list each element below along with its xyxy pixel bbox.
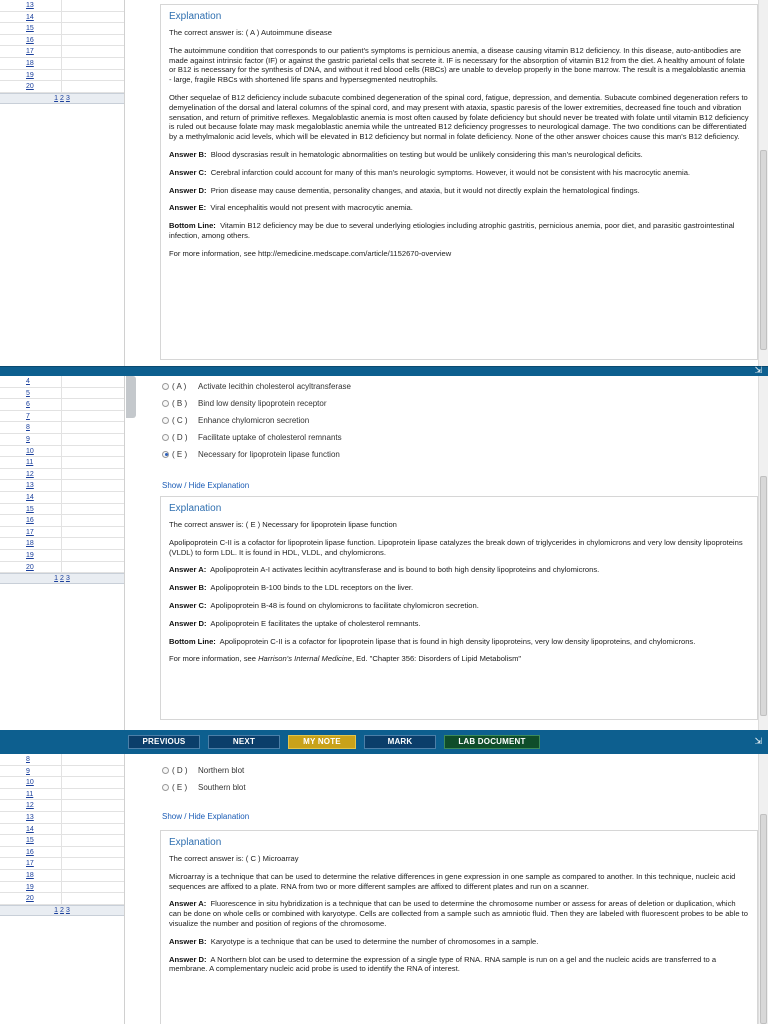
question-content bbox=[126, 0, 758, 368]
answer-choice[interactable] bbox=[162, 414, 309, 426]
question-number-link[interactable]: 6 bbox=[0, 399, 62, 411]
answer-b-explanation: Answer B: Blood dyscrasias result in hematologic abnormalities on testing but would be unlikely considering this man's neurological deficits. bbox=[169, 149, 643, 159]
question-number-item[interactable] bbox=[0, 46, 124, 58]
next-button[interactable]: NEXT bbox=[208, 735, 280, 749]
correct-answer-text: The correct answer is: ( E ) Necessary for lipoprotein lipase function bbox=[169, 520, 397, 529]
explanation-panel-1 bbox=[0, 0, 768, 368]
explanation-box bbox=[160, 496, 758, 720]
show-hide-explanation-link[interactable]: Show / Hide Explanation bbox=[162, 481, 250, 490]
answer-b-explanation: Answer B: Karyotype is a technique that can be used to determine the number of chromosomes in a sample. bbox=[169, 936, 539, 946]
question-number-item[interactable] bbox=[0, 0, 124, 12]
question-number-item[interactable] bbox=[0, 434, 124, 446]
question-number-item[interactable] bbox=[0, 422, 124, 434]
choice-text: Facilitate uptake of cholesterol remnants bbox=[198, 432, 342, 442]
explanation-paragraph: Microarray is a technique that can be used to determine the relative differences in gene expression in one sample as compared to another. In this technique, nucleic acid sequences are affixed to a plate. RNA from two or more different samples are affixed to different plates and run on a scanner. bbox=[169, 871, 736, 891]
scrollbar-thumb[interactable] bbox=[760, 150, 767, 350]
question-list-sidebar bbox=[0, 376, 125, 730]
question-number-item[interactable] bbox=[0, 777, 124, 789]
choice-text: Activate lecithin cholesterol acyltransferase bbox=[198, 381, 351, 391]
resize-grip-icon[interactable]: ⇲ bbox=[754, 736, 762, 746]
question-number-link[interactable]: 15 bbox=[0, 504, 62, 516]
question-number-item[interactable] bbox=[0, 399, 124, 411]
question-number-link[interactable]: 16 bbox=[0, 847, 62, 859]
question-number-link[interactable]: 14 bbox=[0, 12, 62, 24]
question-number-item[interactable] bbox=[0, 492, 124, 504]
question-number-item[interactable] bbox=[0, 480, 124, 492]
correct-answer-text: The correct answer is: ( A ) Autoimmune disease bbox=[169, 28, 332, 37]
explanation-panel-3 bbox=[0, 754, 768, 1024]
question-number-link[interactable]: 18 bbox=[0, 870, 62, 882]
answer-choice[interactable] bbox=[162, 397, 327, 409]
page-link[interactable]: 3 bbox=[65, 575, 70, 583]
page-link[interactable]: 2 bbox=[60, 94, 64, 102]
answer-choice[interactable] bbox=[162, 448, 340, 460]
choice-letter: ( C ) bbox=[172, 415, 188, 425]
explanation-box bbox=[160, 830, 758, 1024]
question-number-item[interactable] bbox=[0, 562, 124, 574]
choice-letter: ( B ) bbox=[172, 398, 188, 408]
choice-letter: ( E ) bbox=[172, 782, 188, 792]
question-number-item[interactable] bbox=[0, 388, 124, 400]
page-link[interactable]: 2 bbox=[60, 906, 64, 914]
vertical-scrollbar[interactable] bbox=[758, 376, 768, 730]
page-link[interactable]: 3 bbox=[65, 906, 70, 914]
question-number-item[interactable] bbox=[0, 893, 124, 905]
previous-button[interactable]: PREVIOUS bbox=[128, 735, 200, 749]
question-number-link[interactable]: 4 bbox=[0, 376, 62, 388]
question-number-link[interactable]: 17 bbox=[0, 527, 62, 539]
question-number-item[interactable] bbox=[0, 800, 124, 812]
question-pager bbox=[0, 905, 124, 916]
question-number-link[interactable]: 20 bbox=[0, 81, 62, 93]
answer-d-explanation: Answer D: Apolipoprotein E facilitates the uptake of cholesterol remnants. bbox=[169, 618, 421, 628]
question-number-item[interactable] bbox=[0, 882, 124, 894]
choice-letter: ( A ) bbox=[172, 381, 187, 391]
answer-c-explanation: Answer C: Cerebral infarction could account for many of this man's neurologic symptoms. However, it would not be consistent with his macrocytic anemia. bbox=[169, 167, 691, 177]
question-number-link[interactable]: 15 bbox=[0, 835, 62, 847]
choice-text: Necessary for lipoprotein lipase function bbox=[198, 449, 340, 459]
radio-button[interactable] bbox=[162, 417, 169, 424]
choice-letter: ( E ) bbox=[172, 449, 188, 459]
scrollbar-thumb[interactable] bbox=[760, 814, 767, 1024]
question-number-link[interactable]: 13 bbox=[0, 480, 62, 492]
bottom-line: Bottom Line: Apolipoprotein C-II is a cofactor for lipoprotein lipase that is found in high density lipoproteins, very low density lipoproteins, and chylomicrons. bbox=[169, 636, 696, 646]
radio-button[interactable] bbox=[162, 400, 169, 407]
question-number-list bbox=[0, 376, 124, 573]
question-number-link[interactable]: 19 bbox=[0, 70, 62, 82]
explanation-paragraph: Apolipoprotein C-II is a cofactor for lipoprotein lipase function. Lipoprotein lipase catalyzes the break down of triglycerides in chylomicrons and very low density lipoproteins (VLDL) to form LDL. It is found in HDL, VLDL, and chylomicrons. bbox=[169, 537, 743, 557]
answer-d-explanation: Answer D: A Northern blot can be used to determine the expression of a single type of RNA. RNA sample is run on a gel and the nucleic acids are transferred to a membrane. A complementary nucleic acid probe is used to identify the RNA of interest. bbox=[169, 954, 717, 974]
question-number-item[interactable] bbox=[0, 847, 124, 859]
question-number-link[interactable]: 12 bbox=[0, 800, 62, 812]
question-number-item[interactable] bbox=[0, 70, 124, 82]
question-content bbox=[126, 376, 758, 730]
mark-button[interactable]: MARK bbox=[364, 735, 436, 749]
question-number-item[interactable] bbox=[0, 754, 124, 766]
show-hide-explanation-link[interactable]: Show / Hide Explanation bbox=[162, 812, 250, 821]
question-number-link[interactable]: 14 bbox=[0, 492, 62, 504]
question-number-item[interactable] bbox=[0, 789, 124, 801]
question-number-item[interactable] bbox=[0, 824, 124, 836]
choice-text: Enhance chylomicron secretion bbox=[198, 415, 310, 425]
question-number-link[interactable]: 19 bbox=[0, 550, 62, 562]
question-number-item[interactable] bbox=[0, 35, 124, 47]
more-info-link[interactable]: For more information, see http://emedicine.medscape.com/article/1152670-overview bbox=[169, 248, 452, 258]
question-number-item[interactable] bbox=[0, 446, 124, 458]
answer-c-explanation: Answer C: Apolipoprotein B-48 is found on chylomicrons to facilitate chylomicron secretion. bbox=[169, 600, 479, 610]
question-number-link[interactable]: 19 bbox=[0, 882, 62, 894]
page-link[interactable]: 3 bbox=[65, 94, 70, 102]
question-number-item[interactable] bbox=[0, 858, 124, 870]
correct-answer-text: The correct answer is: ( C ) Microarray bbox=[169, 854, 299, 863]
page-link[interactable]: 1 bbox=[54, 575, 59, 583]
question-number-item[interactable] bbox=[0, 835, 124, 847]
question-number-link[interactable]: 7 bbox=[0, 411, 62, 423]
answer-choice[interactable] bbox=[162, 764, 244, 776]
answer-choice[interactable] bbox=[162, 781, 246, 793]
question-number-link[interactable]: 18 bbox=[0, 58, 62, 70]
explanation-title: Explanation bbox=[169, 503, 222, 514]
question-number-link[interactable]: 15 bbox=[0, 23, 62, 35]
question-number-link[interactable]: 20 bbox=[0, 562, 62, 574]
explanation-title: Explanation bbox=[169, 837, 222, 848]
question-number-link[interactable]: 8 bbox=[0, 422, 62, 434]
question-pager bbox=[0, 573, 124, 584]
question-number-link[interactable]: 13 bbox=[0, 812, 62, 824]
question-number-link[interactable]: 5 bbox=[0, 388, 62, 400]
question-pager bbox=[0, 93, 124, 104]
question-number-link[interactable]: 16 bbox=[0, 515, 62, 527]
question-number-list bbox=[0, 754, 124, 905]
vertical-scrollbar[interactable] bbox=[758, 0, 768, 368]
question-list-sidebar bbox=[0, 754, 125, 1024]
my-note-button[interactable]: MY NOTE bbox=[288, 735, 356, 749]
lab-document-button[interactable]: LAB DOCUMENT bbox=[444, 735, 540, 749]
question-number-item[interactable] bbox=[0, 411, 124, 423]
explanation-paragraph: Other sequelae of B12 deficiency include subacute combined degeneration of the spinal cord, fatigue, depression, and dementia. Subacute combined degeneration refers to demyelination of the dorsal and lateral columns of the spinal cord, and may present with ataxia, spastic paresis of the lower extremities, decreased fine touch and vibration sensation, and return of primitive reflexes. Megaloblastic anemia is most often caused by folate deficiency but should never be treated with folate until vitamin B12 deficiency is ruled out because folate may mask megaloblastic anemia while the untreated B12 deficiency progresses to neurological damage. The two conditions can be differentiated by a methylmalonic acid levels, which will be elevated in B12 deficiency but normal in folate deficiency. None of the other answer choices cause this man's B12 deficiency. bbox=[169, 92, 749, 142]
question-number-item[interactable] bbox=[0, 12, 124, 24]
bottom-line: Bottom Line: Vitamin B12 deficiency may be due to several underlying etiologies including atrophic gastritis, pernicious anemia, poor diet, and parasitic gastrointestinal infection, among others. bbox=[169, 221, 735, 240]
panel-divider-bar bbox=[0, 366, 768, 376]
question-number-item[interactable] bbox=[0, 504, 124, 516]
answer-choice[interactable] bbox=[162, 431, 342, 443]
question-number-link[interactable]: 18 bbox=[0, 538, 62, 550]
question-number-link[interactable]: 8 bbox=[0, 754, 62, 766]
radio-button[interactable] bbox=[162, 383, 169, 390]
question-number-link[interactable]: 17 bbox=[0, 46, 62, 58]
question-number-item[interactable] bbox=[0, 58, 124, 70]
radio-button[interactable] bbox=[162, 451, 169, 458]
question-number-link[interactable]: 10 bbox=[0, 446, 62, 458]
explanation-panel-2 bbox=[0, 376, 768, 730]
question-number-link[interactable]: 17 bbox=[0, 858, 62, 870]
question-number-link[interactable]: 9 bbox=[0, 434, 62, 446]
question-number-link[interactable]: 16 bbox=[0, 35, 62, 47]
page-link[interactable]: 1 bbox=[54, 906, 59, 914]
bottom-navigation-bar bbox=[0, 730, 768, 754]
resize-grip-icon[interactable]: ⇲ bbox=[754, 365, 762, 375]
choice-letter: ( D ) bbox=[172, 765, 188, 775]
question-content bbox=[126, 754, 758, 1024]
question-list-sidebar bbox=[0, 0, 125, 368]
question-number-link[interactable]: 9 bbox=[0, 766, 62, 778]
page-link[interactable]: 2 bbox=[60, 575, 64, 583]
question-number-link[interactable]: 14 bbox=[0, 824, 62, 836]
radio-button[interactable] bbox=[162, 434, 169, 441]
explanation-paragraph: The autoimmune condition that corresponds to our patient's symptoms is pernicious anemia, a disease causing vitamin B12 deficiency. In this disease, auto-antibodies are made against intrinsic factor (IF) or against the gastric parietal cells that secrete it. IF is necessary for the absorption of vitamin B12 from the diet. A healthy amount of folate or B12 is necessary for the synthesis of DNA, and without it red blood cells (RBCs) are unable to develop properly in the bone marrow. The result is a megaloblastic anemia - large, fragile RBCs with shortened life spans and hypersegmented neutrophils. bbox=[169, 45, 746, 85]
question-number-list bbox=[0, 0, 124, 93]
question-number-item[interactable] bbox=[0, 376, 124, 388]
question-number-item[interactable] bbox=[0, 81, 124, 93]
question-number-item[interactable] bbox=[0, 457, 124, 469]
question-number-link[interactable]: 13 bbox=[0, 0, 62, 12]
question-number-item[interactable] bbox=[0, 469, 124, 481]
more-info-text: For more information, see Harrison's Internal Medicine, Ed. "Chapter 356: Disorders of Lipid Metabolism" bbox=[169, 654, 522, 664]
vertical-scrollbar[interactable] bbox=[758, 754, 768, 1024]
explanation-title: Explanation bbox=[169, 11, 222, 22]
question-number-item[interactable] bbox=[0, 23, 124, 35]
question-number-link[interactable]: 10 bbox=[0, 777, 62, 789]
question-number-item[interactable] bbox=[0, 515, 124, 527]
question-number-item[interactable] bbox=[0, 550, 124, 562]
choice-text: Bind low density lipoprotein receptor bbox=[198, 398, 327, 408]
question-number-link[interactable]: 11 bbox=[0, 457, 62, 469]
question-number-item[interactable] bbox=[0, 812, 124, 824]
collapse-tab[interactable] bbox=[126, 376, 136, 418]
question-number-item[interactable] bbox=[0, 870, 124, 882]
answer-a-explanation: Answer A: Fluorescence in situ hybridization is a technique that can be used to determine the chromosome number or assess for areas of deletion or duplication, which can be done on whole cells or combined with karyotype. Cells are collected from a sample such as amniotic fluid. Then they are labeled with fluorescent probes to be able to visualize the number and position of regions of the chromosome. bbox=[169, 899, 748, 928]
explanation-box bbox=[160, 4, 758, 360]
question-number-link[interactable]: 11 bbox=[0, 789, 62, 801]
answer-a-explanation: Answer A: Apolipoprotein A-I activates lecithin acyltransferase and is bound to both high density lipoproteins and chylomicrons. bbox=[169, 565, 600, 575]
answer-d-explanation: Answer D: Prion disease may cause dementia, personality changes, and ataxia, but it would not directly explain the hematological findings. bbox=[169, 185, 640, 195]
choice-letter: ( D ) bbox=[172, 432, 188, 442]
answer-b-explanation: Answer B: Apolipoprotein B-100 binds to the LDL receptors on the liver. bbox=[169, 583, 414, 593]
page-link[interactable]: 1 bbox=[54, 94, 59, 102]
question-number-item[interactable] bbox=[0, 766, 124, 778]
question-number-link[interactable]: 12 bbox=[0, 469, 62, 481]
answer-e-explanation: Answer E: Viral encephalitis would not present with macrocytic anemia. bbox=[169, 203, 413, 213]
radio-button[interactable] bbox=[162, 784, 169, 791]
choice-text: Southern blot bbox=[198, 782, 246, 792]
question-number-item[interactable] bbox=[0, 538, 124, 550]
answer-choice[interactable] bbox=[162, 380, 351, 392]
choice-text: Northern blot bbox=[198, 765, 245, 775]
question-number-link[interactable]: 20 bbox=[0, 893, 62, 905]
radio-button[interactable] bbox=[162, 767, 169, 774]
scrollbar-thumb[interactable] bbox=[760, 476, 767, 716]
question-number-item[interactable] bbox=[0, 527, 124, 539]
